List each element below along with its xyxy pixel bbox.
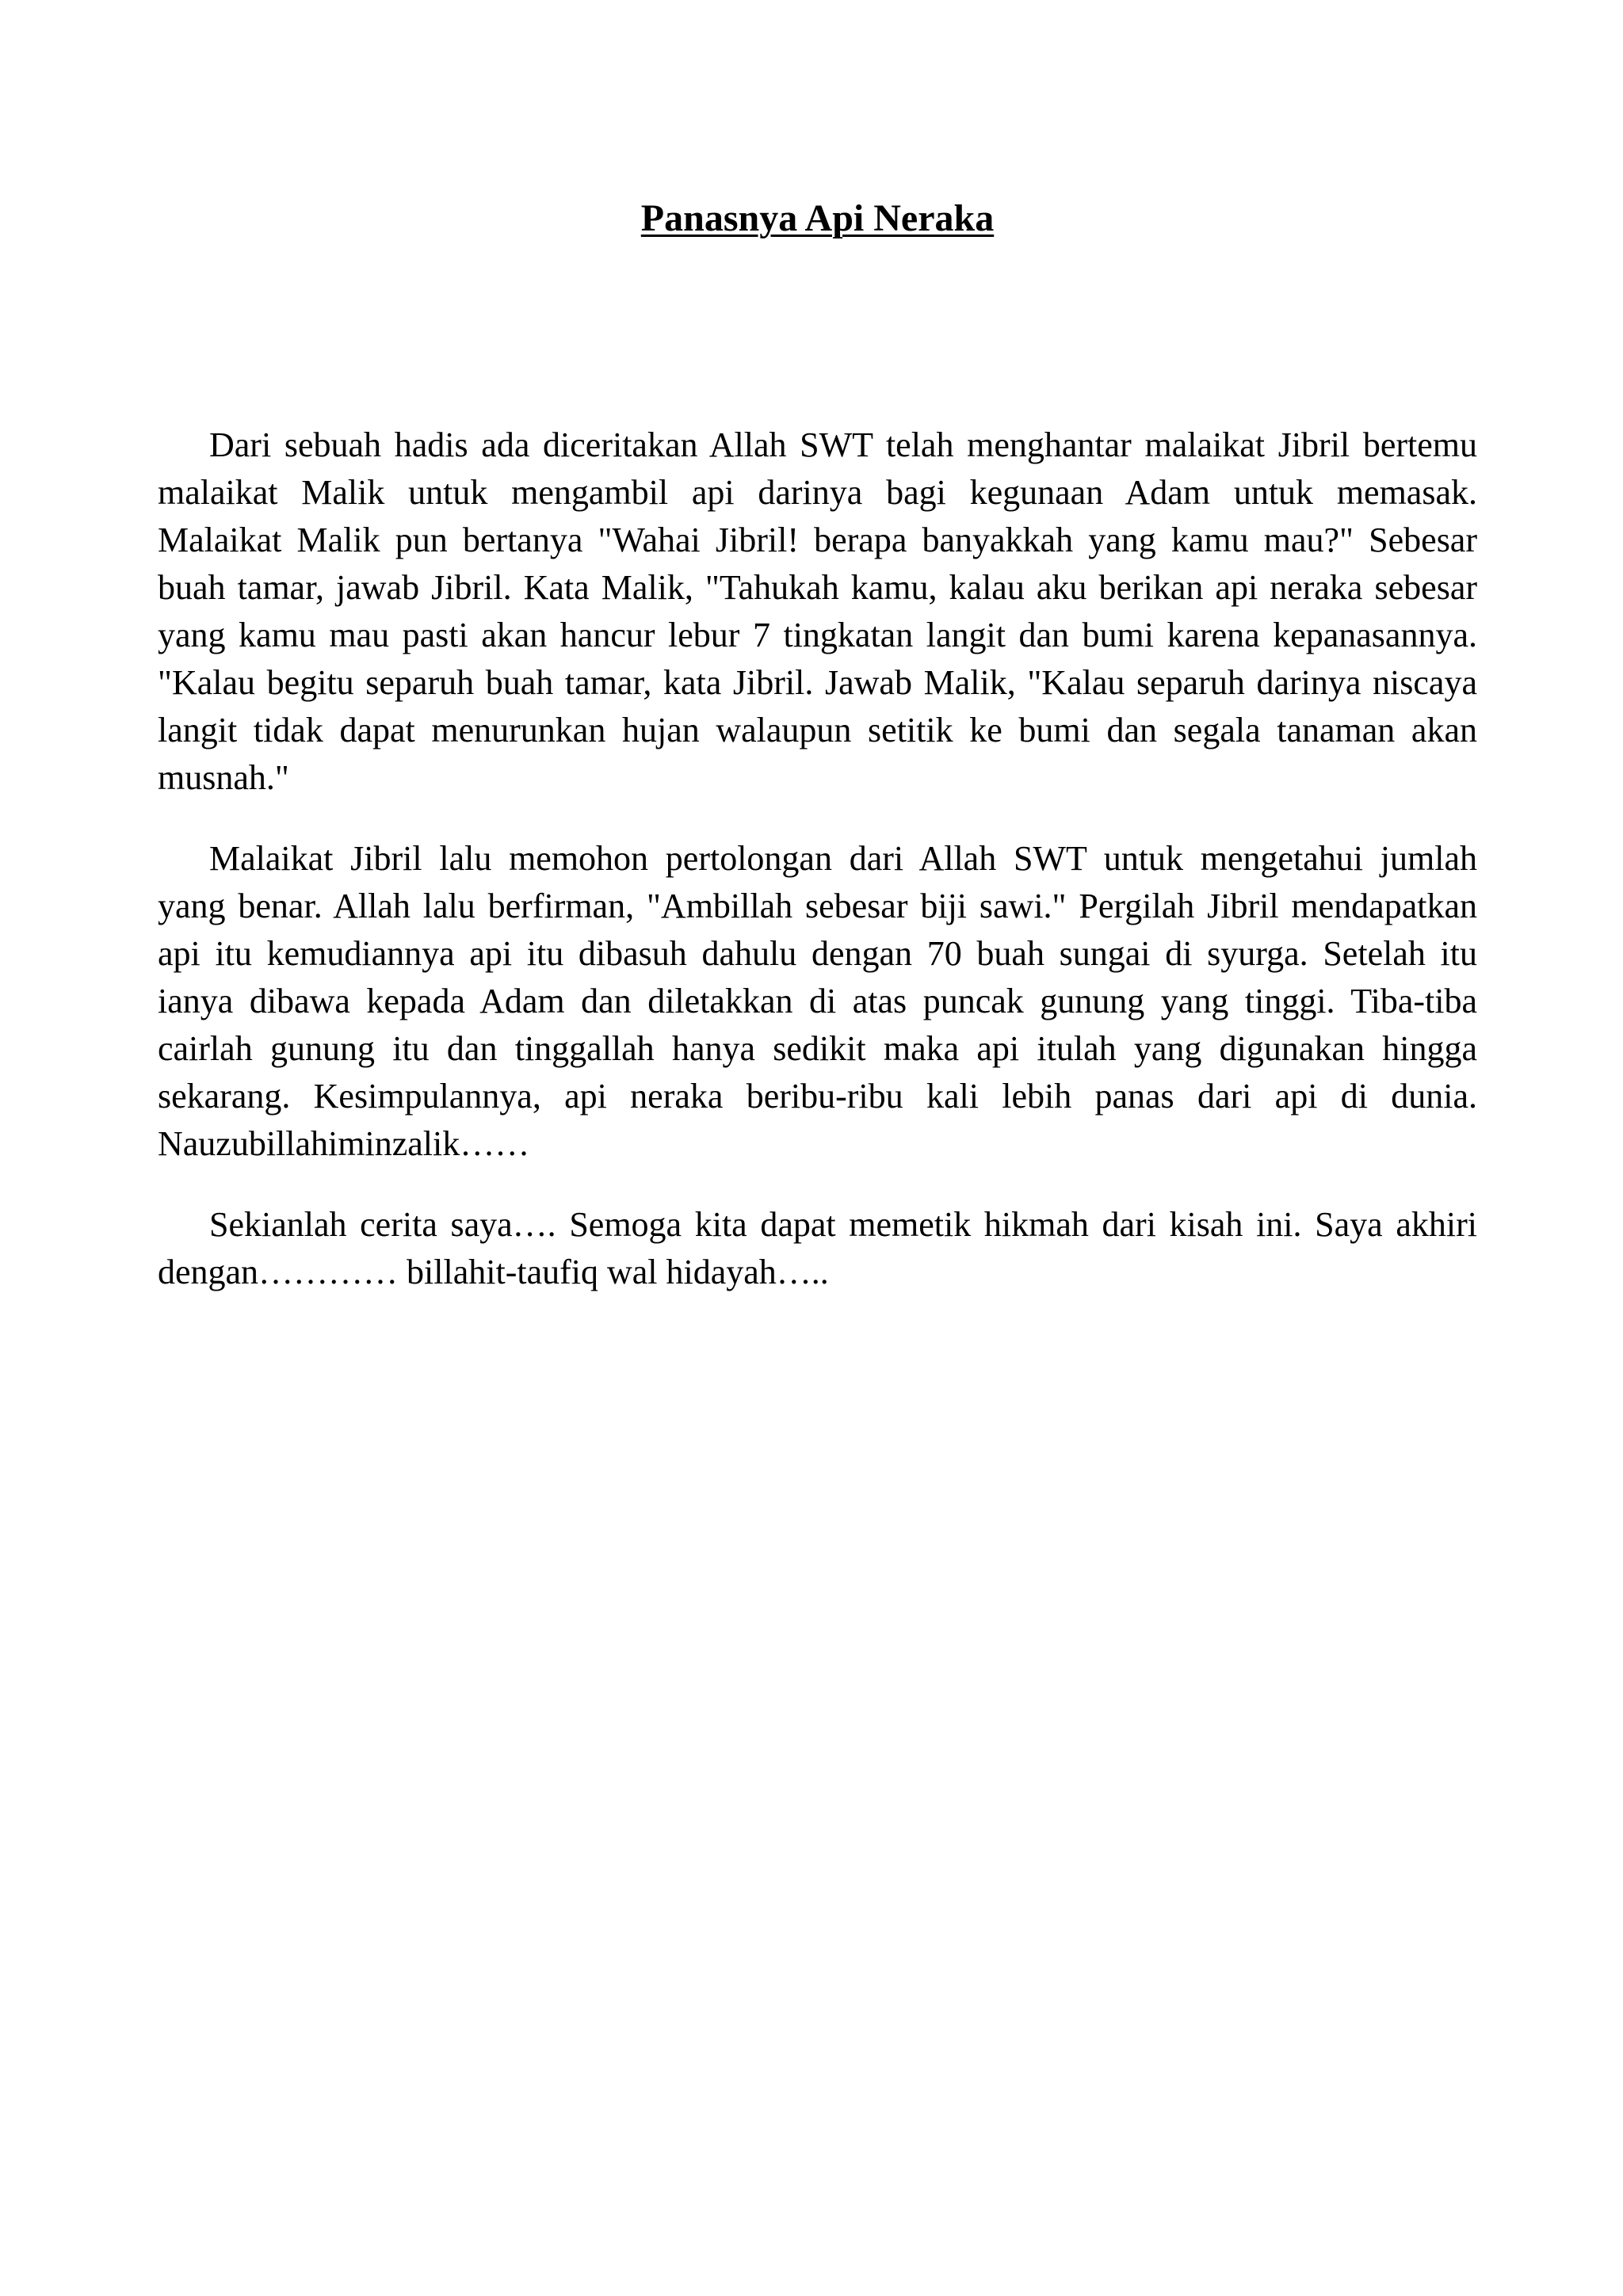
paragraph-3 [158, 1201, 1477, 1296]
paragraph-1 [158, 421, 1477, 802]
paragraph-line: malaikat Malik untuk mengambil api darinya bagi kegunaan Adam untuk memasak. [158, 473, 1477, 512]
paragraph-line: "Kalau begitu separuh buah tamar, kata Jibril. Jawab Malik, "Kalau separuh darinya niscaya [158, 663, 1477, 702]
paragraph-line: Malaikat Malik pun bertanya "Wahai Jibril! berapa banyakkah yang kamu mau?" Sebesar [158, 521, 1477, 559]
paragraph-line: musnah." [158, 758, 289, 797]
document-body [158, 421, 1477, 1329]
paragraph-line: sekarang. Kesimpulannya, api neraka beribu-ribu kali lebih panas dari api di dunia. [158, 1077, 1477, 1116]
paragraph-line: Dari sebuah hadis ada diceritakan Allah SWT telah menghantar malaikat Jibril bertemu [209, 425, 1477, 464]
paragraph-line: yang kamu mau pasti akan hancur lebur 7 tingkatan langit dan bumi karena kepanasannya. [158, 616, 1477, 654]
paragraph-line: cairlah gunung itu dan tinggallah hanya sedikit maka api itulah yang digunakan hingga [158, 1029, 1477, 1068]
paragraph-line: yang benar. Allah lalu berfirman, "Ambillah sebesar biji sawi." Pergilah Jibril mendapatkan [158, 887, 1477, 925]
paragraph-line: buah tamar, jawab Jibril. Kata Malik, "Tahukah kamu, kalau aku berikan api neraka sebesar [158, 568, 1477, 607]
paragraph-line: Nauzubillahiminzalik…… [158, 1124, 530, 1163]
paragraph-line: Sekianlah cerita saya…. Semoga kita dapat memetik hikmah dari kisah ini. Saya akhiri [209, 1205, 1477, 1244]
paragraph-2 [158, 835, 1477, 1168]
paragraph-line: dengan………… billahit-taufiq wal hidayah….. [158, 1253, 829, 1291]
paragraph-line: api itu kemudiannya api itu dibasuh dahulu dengan 70 buah sungai di syurga. Setelah itu [158, 934, 1477, 973]
paragraph-line: ianya dibawa kepada Adam dan diletakkan di atas puncak gunung yang tinggi. Tiba-tiba [158, 982, 1477, 1020]
paragraph-line: langit tidak dapat menurunkan hujan walaupun setitik ke bumi dan segala tanaman akan [158, 711, 1477, 749]
document-title: Panasnya Api Neraka [640, 197, 995, 239]
paragraph-line: Malaikat Jibril lalu memohon pertolongan dari Allah SWT untuk mengetahui jumlah [209, 839, 1477, 878]
